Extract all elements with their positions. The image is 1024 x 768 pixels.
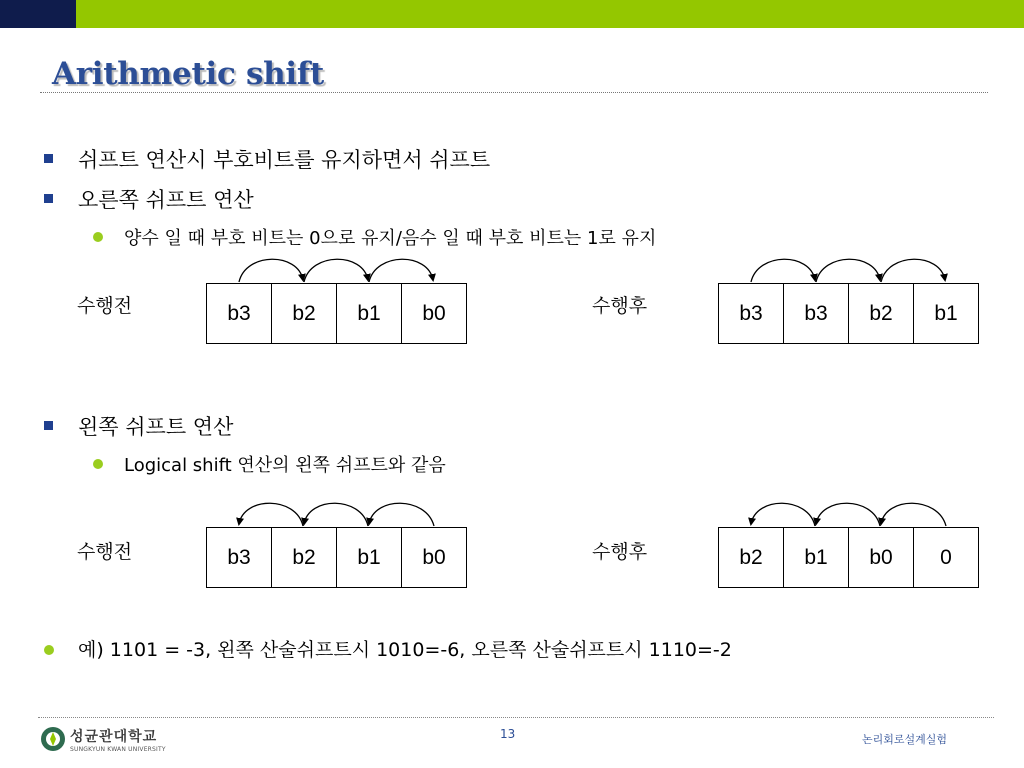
square-bullet-icon [44,421,53,430]
bit-cell: b0 [422,545,446,569]
bullet-sign-preserve: 쉬프트 연산시 부호비트를 유지하면서 쉬프트 [78,148,491,172]
left-shift-before-label: 수행전 [77,541,133,563]
bit-cell: b3 [207,284,272,343]
left-shift-before-register [206,527,467,588]
dot-bullet-icon [93,459,103,469]
right-shift-after-label: 수행후 [592,295,648,317]
right-shift-before-label: 수행전 [77,295,133,317]
footer-divider [38,717,994,718]
bit-cell: b1 [784,528,849,587]
bit-cell: b0 [849,528,914,587]
left-shift-after-label: 수행후 [592,541,648,563]
header-bar-green [76,0,1024,28]
bit-cell: b2 [719,528,784,587]
dot-bullet-icon [44,645,54,655]
square-bullet-icon [44,194,53,203]
bullet-left-shift-detail: Logical shift 연산의 왼쪽 쉬프트와 같음 [124,455,446,476]
right-shift-after-arrows [718,250,980,284]
university-name-ko: 성균관대학교 [70,728,158,745]
right-shift-before-register [206,283,467,344]
bit-cell: b1 [934,301,958,325]
bit-cell: b3 [719,284,784,343]
left-shift-after-arrows [718,494,980,528]
left-shift-after-register [718,527,979,588]
bit-cell: b2 [272,284,337,343]
example-text: 예) 1101 = -3, 왼쪽 산술쉬프트시 1010=-6, 오른쪽 산술쉬프트시 1110=-2 [78,639,732,661]
bullet-left-shift: 왼쪽 쉬프트 연산 [78,415,234,439]
slide-title: Arithmetic shift [52,56,324,92]
title-divider [40,92,988,93]
bit-cell: b1 [337,528,402,587]
course-name: 논리회로설계실험 [862,733,948,746]
page-number: 13 [500,727,516,741]
bit-cell: b1 [337,284,402,343]
bullet-right-shift-detail: 양수 일 때 부호 비트는 0으로 유지/음수 일 때 부호 비트는 1로 유지 [124,228,657,249]
bit-cell: b3 [784,284,849,343]
header-bar-navy [0,0,76,28]
right-shift-before-arrows [206,250,468,284]
university-logo [40,724,166,754]
dot-bullet-icon [93,232,103,242]
square-bullet-icon [44,154,53,163]
university-name-en: SUNGKYUN KWAN UNIVERSITY [70,745,166,753]
bit-cell: b3 [207,528,272,587]
bit-cell: b0 [422,301,446,325]
bit-cell: 0 [940,545,952,569]
bullet-right-shift: 오른쪽 쉬프트 연산 [78,188,254,212]
university-emblem-icon [40,724,66,754]
right-shift-after-register [718,283,979,344]
bit-cell: b2 [272,528,337,587]
bit-cell: b2 [849,284,914,343]
left-shift-before-arrows [206,494,468,528]
